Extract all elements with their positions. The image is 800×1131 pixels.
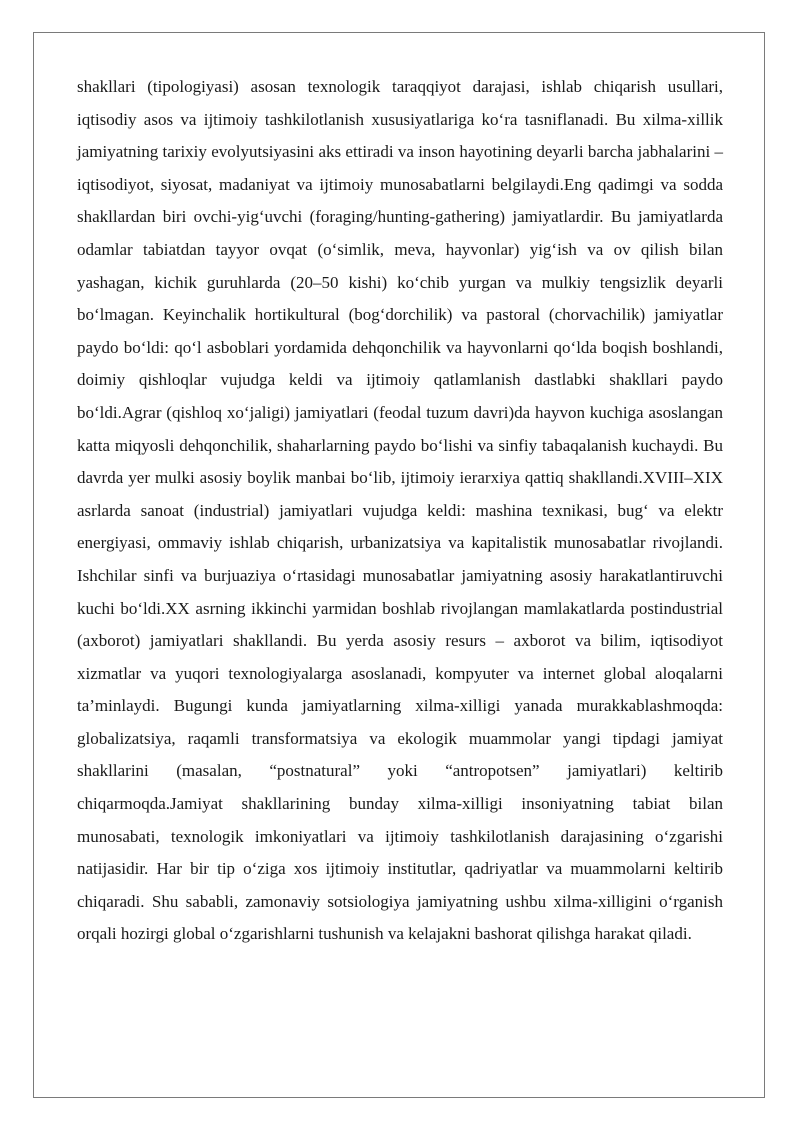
body-paragraph: shakllari (tipologiyasi) asosan texnologik taraqqiyot darajasi, ishlab chiqarish usullari, iqtisodiy asos va ijtimoiy tashkilotlanish xususiyatlariga ko‘ra tasniflanadi. Bu xilma-xillik jamiyatning tarixiy evolyutsiyasini aks ettiradi va inson hayotining deyarli barcha jabhalarini – iqtisodiyot, siyosat, madaniyat va ijtimoiy munosabatlarni belgilaydi.Eng qadimgi va sodda shakllardan biri ovchi-yig‘uvchi (foraging/hunting-gathering) jamiyatlardir. Bu jamiyatlarda odamlar tabiatdan tayyor ovqat (o‘simlik, meva, hayvonlar) yig‘ish va ov qilish bilan yashagan, kichik guruhlarda (20–50 kishi) ko‘chib yurgan va mulkiy tengsizlik deyarli bo‘lmagan. Keyinchalik hortikultural (bog‘dorchilik) va pastoral (chorvachilik) jamiyatlar paydo bo‘ldi: qo‘l asboblari yordamida dehqonchilik va hayvonlarni qo‘lda boqish boshlandi, doimiy qishloqlar vujudga keldi va ijtimoiy qatlamlanish dastlabki shakllari paydo bo‘ldi.Agrar (qishloq xo‘jaligi) jamiyatlari (feodal tuzum davri)da hayvon kuchiga asoslangan katta miqyosli dehqonchilik, shaharlarning paydo bo‘lishi va sinfiy tabaqalanish kuchaydi. Bu davrda yer mulki asosiy boylik manbai bo‘lib, ijtimoiy ierarxiya qattiq shakllandi.XVIII–XIX asrlarda sanoat (industrial) jamiyatlari vujudga keldi: mashina texnikasi, bug‘ va elektr energiyasi, ommaviy ishlab chiqarish, urbanizatsiya va kapitalistik munosabatlar rivojlandi. Ishchilar sinfi va burjuaziya o‘rtasidagi munosabatlar jamiyatning asosiy harakatlantiruvchi kuchi bo‘ldi.XX asrning ikkinchi yarmidan boshlab rivojlangan mamlakatlarda postindustrial (axborot) jamiyatlari shakllandi. Bu yerda asosiy resurs – axborot va bilim, iqtisodiyot xizmatlar va yuqori texnologiyalarga asoslanadi, kompyuter va internet global aloqalarni ta’minlaydi. Bugungi kunda jamiyatlarning xilma-xilligi yanada murakkablashmoqda: globalizatsiya, raqamli transformatsiya va ekologik muammolar yangi tipdagi jamiyat shakllarini (masalan, “postnatural” yoki “antropotsen” jamiyatlari) keltirib chiqarmoqda.Jamiyat shakllarining bunday xilma-xilligi insoniyatning tabiat bilan munosabati, texnologik imkoniyatlari va ijtimoiy tashkilotlanish darajasining o‘zgarishi natijasidir. Har bir tip o‘ziga xos ijtimoiy institutlar, qadriyatlar va muammolarni keltirib chiqaradi. Shu sababli, zamonaviy sotsiologiya jamiyatning ushbu xilma-xilligini o‘rganish orqali hozirgi global o‘zgarishlarni tushunish va kelajakni bashorat qilishga harakat qiladi.: [77, 77, 723, 944]
